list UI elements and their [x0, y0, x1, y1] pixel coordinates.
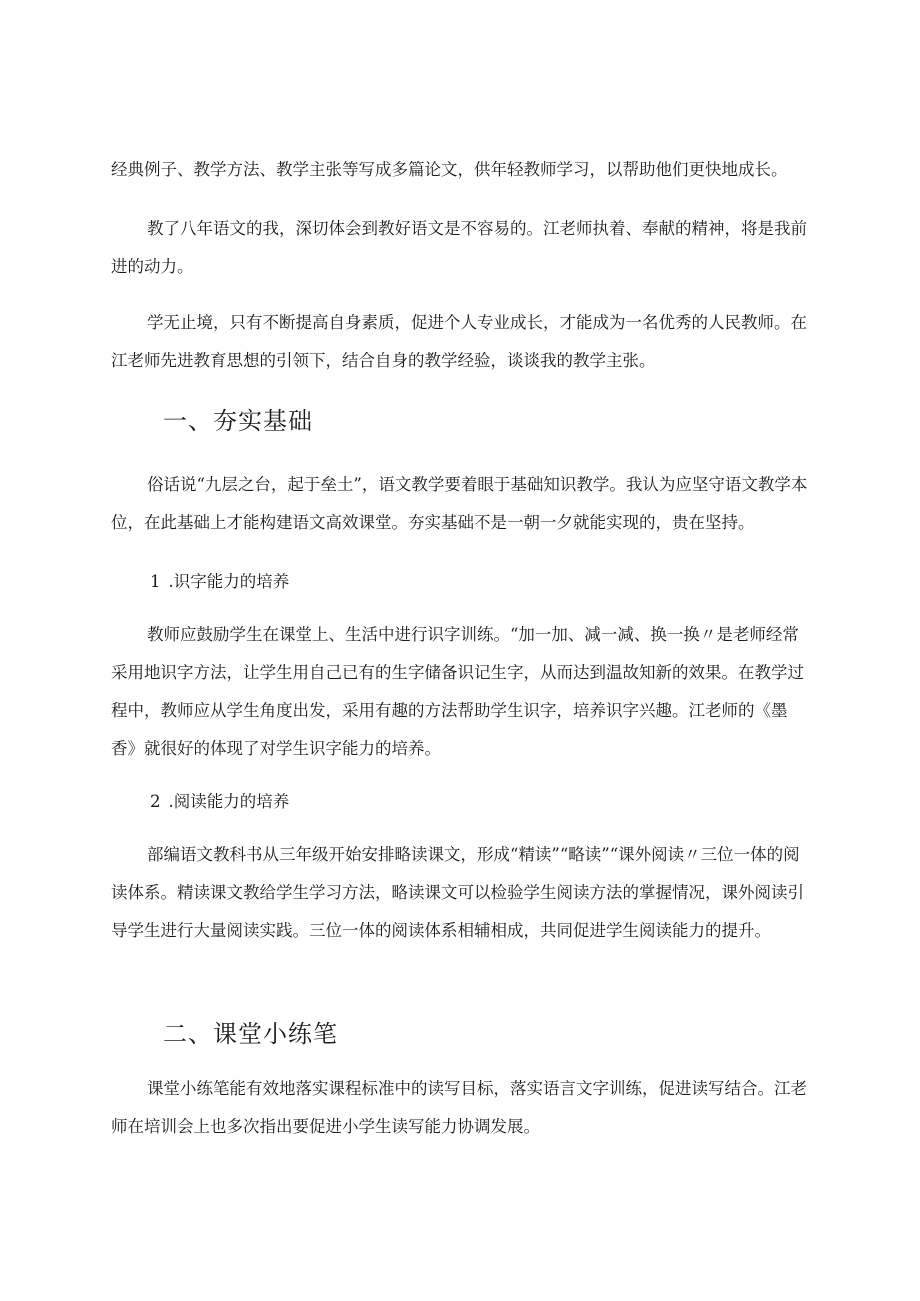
paragraph-3: 学无止境，只有不断提高自身素质，促进个人专业成长，才能成为一名优秀的人民教师。在江老师先进教育思想的引领下，结合自身的教学经验，谈谈我的教学主张。	[111, 313, 807, 370]
subheading-2-number: 2	[150, 792, 161, 811]
paragraph-5: 教师应鼓励学生在课堂上、生活中进行识字训练。“加一加、减一减、换一换〃是老师经常采用地识字方法，让学生用自己已有的生字储备识记生字，从而达到温故知新的效果。在教学过程中，教师应从学生角度出发，采用有趣的方法帮助学生识字，培养识字兴趣。江老师的《墨香》就很好的体现了对学生识字能力的培养。	[111, 625, 804, 758]
section-heading-1: 一、夯实基础	[163, 407, 313, 435]
paragraph-1: 经典例子、教学方法、教学主张等写成多篇论文，供年轻教师学习，以帮助他们更快地成长。	[111, 160, 788, 179]
subheading-1-number: 1	[150, 572, 161, 591]
subheading-2-text: .阅读能力的培养	[168, 792, 290, 811]
section-heading-2: 二、课堂小练笔	[163, 1020, 338, 1048]
paragraph-2: 教了八年语文的我，深切体会到教好语文是不容易的。江老师执着、奉献的精神，将是我前进的动力。	[111, 219, 807, 276]
subheading-1	[150, 567, 289, 597]
subheading-1-text: .识字能力的培养	[168, 572, 290, 591]
paragraph-4: 俗话说“九层之台，起于垒土”，语文教学要着眼于基础知识教学。我认为应坚守语文教学本位，在此基础上才能构建语文高效课堂。夯实基础不是一朝一夕就能实现的，贵在坚持。	[111, 475, 808, 532]
paragraph-7: 课堂小练笔能有效地落实课程标准中的读写目标，落实语言文字训练，促进读写结合。江老师在培训会上也多次指出要促进小学生读写能力协调发展。	[111, 1079, 807, 1136]
subheading-2	[150, 787, 289, 817]
paragraph-6: 部编语文教科书从三年级开始安排略读课文，形成“精读”“略读”“课外阅读〃三位一体的阅读体系。精读课文教给学生学习方法，略读课文可以检验学生阅读方法的掌握情况，课外阅读引导学生进行大量阅读实践。三位一体的阅读体系相辅相成，共同促进学生阅读能力的提升。	[111, 845, 804, 940]
